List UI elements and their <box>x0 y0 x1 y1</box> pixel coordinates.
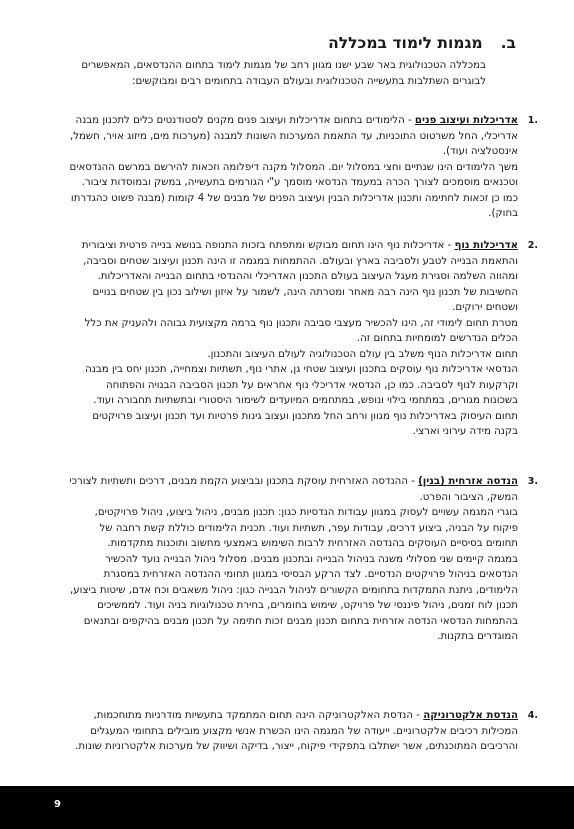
section-title: אדריכלות נוף <box>454 240 518 251</box>
section-title: אדריכלות ועיצוב פנים <box>414 115 518 126</box>
section-marker: .3 <box>527 476 538 487</box>
intro-paragraph: במכללה הטכנולוגית באר שבע ישנו מגוון רחב של מגמות לימוד בתחום ההנדסאים, המאפשרים לבוגרים השתלבות בתעשייה הטכנולוגית ובעולם העבודה בתחומים רבים ומבוקשים: <box>81 60 486 87</box>
section-text: בוגרי המגמה עשויים לעסוק במגוון עבודות הנדסיות כגון: תכנון מבנים, ניהול ביצוע, ניהול פרויקטים, פיקוח על הבניה, ביצוע דרכים, עבודות עפר, תשתיות ועוד. תכנית הלימודים כוללת קשת רחבה של תחומים בסיסיים העוסקים בהנדסה האזרחית לרבות השימוש באמצעי מחשוב ותוכנות מתקדמות. <box>94 507 518 549</box>
section-text: משך הלימודים הינו שנתיים וחצי במסלול יום. המסלול מקנה דיפלומה וזכאות להירשם במרשם ההנדסאים וטכנאים מוסמכים לצורך הכרה במעמד הנדסאי מוסמך ע"י הגורמים בתעשייה, במשק ובמוסדות ציבור. כמו כן זכאות לחתימה ותכנון אדריכלות הבנין ועיצוב הפנים של מבנים של 4 קומות (מבנה פשוט כהגדרתו בחוק). <box>69 161 518 219</box>
page-number: 9 <box>54 799 61 810</box>
section-heading <box>50 34 516 56</box>
section-text: - אדריכלות נוף הינו תחום מבוקש ומתפתח בזכות התנופה בנושא בנייה פרטית וציבורית והתאמת הבנייה לטבע ולסביבה בארץ ובעולם. ההתמחות במגמה זו הינה תכנון ועיצוב שטחים וסביבה, ומהווה השלמה וסגירת מעגל העיצוב בעולם התכנון האדריכלי וההנדסי בתחום הבנייה והאדריכלות. החשיבות של תכנון נוף הינה רבה מאחר ומטרתה הינה, לשמור על איזון ושילוב נכון בין שטחים בנויים ושטחים ירוקים. <box>81 240 518 313</box>
section-marker: .4 <box>527 710 538 721</box>
heading-title: מגמות לימוד במכללה <box>328 34 483 52</box>
section-title: הנדסה אזרחית (בנין) <box>418 476 518 487</box>
section-4 <box>68 708 538 755</box>
section-text: - ההנדסה האזרחית עוסקת בתכנון ובביצוע הקמת מבנים, דרכים ותשתיות לצורכי המשק, הציבור והפרט. <box>69 476 518 503</box>
heading-number: ב. <box>500 34 516 52</box>
section-text: במגמה קיימים שני מסלולי משנה בניהול הבנייה ובתכנון מבנים. מסלול ניהול הבנייה נועד להכשיר הנדסאים בניהול פרויקטים הנדסיים. לצד הרקע הבסיסי במגוון תחומי ההנדסה האזרחית במסגרת הלימודים, ניתנת התמקדות בתחומים הקשורים לניהול הבנייה כגון: ניהול משאבים וכח אדם, שיטות ביצוע, תכנון לוח זמנים, ניהול פיננסי של פרויקט, שימוש בחומרים, בחירת טכנולוגיות בניה ועוד. לממשיכים בהתמחות הנדסאי הנדסה אזרחית בתחום תכנון מבנים זכות חתימה על תכנון מבנים בהיקפים ובתנאים המוגדרים בתקנות. <box>70 553 518 642</box>
section-title: הנדסת אלקטרוניקה <box>423 710 518 721</box>
section-marker: .1 <box>527 115 538 126</box>
section-text: מטרת תחום לימודי זה, הינו להכשיר מעצבי סביבה ותכנון נוף ברמה מקצועית גבוהה ולהעניק את כלל הכלים הנדרשים למומחיות בתחום זה. <box>84 317 518 344</box>
section-3 <box>68 474 538 645</box>
section-text: הנדסאי אדריכלות נוף עוסקים בתכנון ועיצוב שטחי גן, אתרי נוף, תשתיות וצמחייה, תכנון יחס בין מבנה וקרקעות לנוף לסביבה. כמו כן, הנדסאי אדריכלי נוף אחראים על תכנון הסביבה הבנויה והפתוחה בשכונות מגורים, במתחמי בילוי ונופש, במתחמים המיועדים לשימור היסטורי ובתשתיות תחבורה ועוד. תחום העיסוק באדריכלות נוף מגוון ורחב החל מתכנון ועצוב גינות פרטיות ועד תכנון ועיצוב פרויקטים בקנה מידה עירוני וארצי. <box>85 364 518 437</box>
section-text: תחום אדריכלות הנוף משלב בין עולם הטכנולוגיה לעולם העיצוב והתכנון. <box>207 348 518 360</box>
section-text: - הלימודים בתחום אדריכלות ועיצוב פנים מקנים לסטודנטים כלים לתכנון מבנה אדריכלי, החל משרטוט התוכניות, עד התאמת המערכות השונות למבנה (מערכות מים, מיזוג אויר, חשמל, אינסטלציה ועוד). <box>69 115 518 157</box>
section-1 <box>68 113 538 222</box>
section-text: - הנדסת האלקטרוניקה הינה תחום המתמקד בתעשיות מודרניות מתוחכמות, המכילות רכיבים אלקטרוניים. ייעודה של המגמה הינו הכשרת אנשי מקצוע מובילים בתחומי המעגלים והרכיבים המתוכנתים, אשר ישתלבו בתפקידי פיקוח, ייצור, בדיקה ושיווק של מערכות אלקטרוניות שונות. <box>75 710 518 752</box>
page-footer <box>0 786 574 829</box>
section-marker: .2 <box>527 240 538 251</box>
section-2 <box>68 238 538 440</box>
